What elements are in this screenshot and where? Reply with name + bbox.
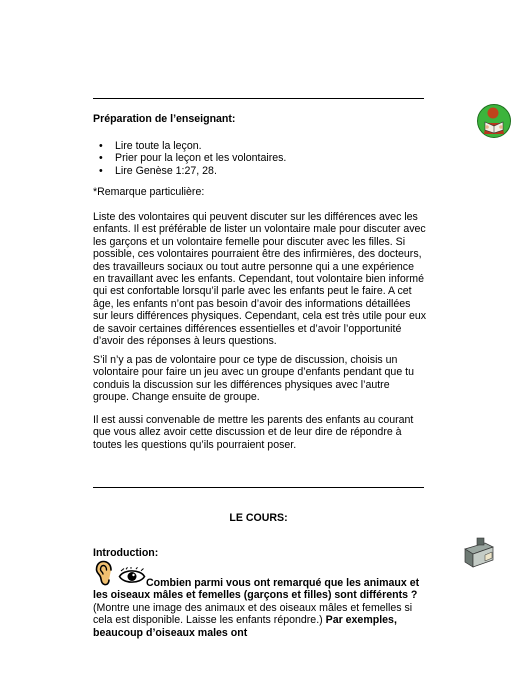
volunteers-paragraph: Liste des volontaires qui peuvent discuter sur les différences avec les enfants. Il est préférable de lister un volontaire male pour discuter avec les garçons et un volontaire femelle pour discuter avec les filles. Si possible, ces volontaires pourraient être des infirmières, des docteurs, des travailleurs sociaux ou tout autre personne qui a une expérience en travaillant avec les enfants. Cependant, tout volontaire bien informé qui est confortable lorsqu’il parle avec les enfants peut le faire. A cet âge, les enfants n’ont pas besoin d’avoir des informations détaillées sur leurs différences physiques. Cependant, cela est très utile pour eux de savoir certaines différences essentielles et d’avoir l’opportunité d’avoir des réponses à leurs questions. (93, 211, 427, 348)
teacher-desk-icon (459, 537, 497, 571)
introduction-instruction: (Montre une image des animaux et des oiseaux mâles et femelles si cela est disponible. Laisse les enfants répondre.) (93, 601, 413, 627)
preparation-heading: Préparation de l’enseignant: (93, 113, 236, 125)
special-remark-label: *Remarque particulière: (93, 186, 205, 198)
introduction-continuation: Par exemples, beaucoup d’oiseaux males ont (93, 614, 397, 639)
person-reading-book-icon (476, 101, 512, 141)
checklist-item: • Lire Genèse 1:27, 28. (93, 165, 286, 177)
no-volunteer-paragraph: S’il n’y a pas de volontaire pour ce type de discussion, choisis un volontaire pour faire un jeu avec un groupe d’enfants pendant que tu conduis la discussion sur les différences physiques avec l’autre groupe. Change ensuite de groupe. (93, 354, 414, 404)
preparation-checklist (93, 140, 286, 177)
introduction-label: Introduction: (93, 547, 159, 559)
section-divider (93, 487, 424, 488)
introduction-text (93, 577, 428, 639)
parents-paragraph: Il est aussi convenable de mettre les parents des enfants au courant que vous allez avoir cette discussion et de leur dire de répondre à toutes les questions qu’ils pourraient poser. (93, 414, 414, 451)
lesson-title: LE COURS: (229, 512, 288, 524)
checklist-item: • Prier pour la leçon et les volontaires. (93, 152, 286, 164)
checklist-item: • Lire toute la leçon. (93, 140, 286, 152)
top-divider (93, 98, 424, 99)
introduction-question: Combien parmi vous ont remarqué que les animaux et les oiseaux mâles et femelles (garçons et filles) sont différents ? (93, 577, 420, 602)
